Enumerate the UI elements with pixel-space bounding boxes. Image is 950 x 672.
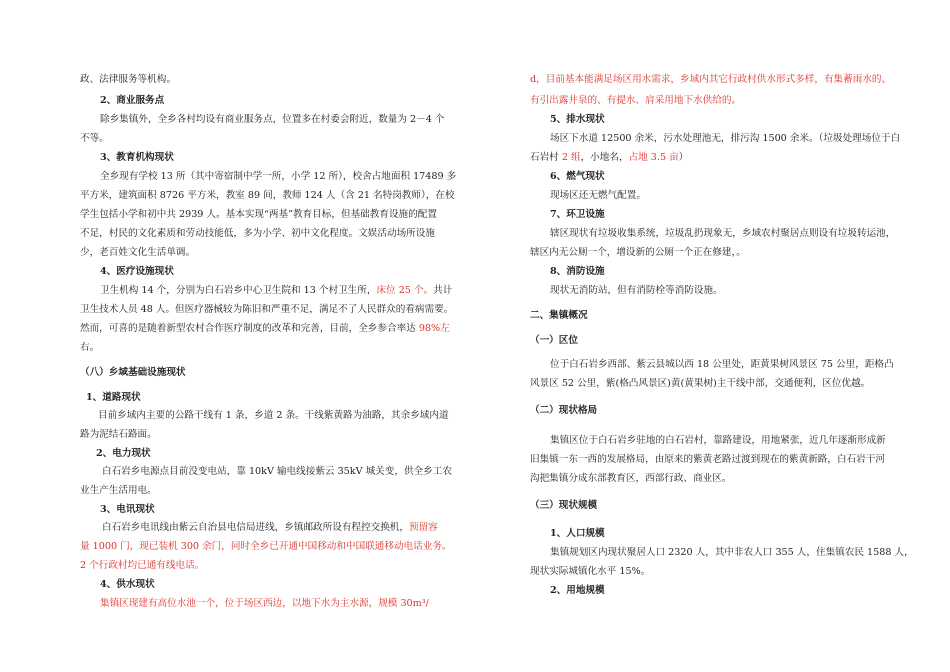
section-heading: 2、电力现状: [96, 448, 151, 459]
text-line: 沟把集镇分成东部教育区，西部行政、商业区。: [530, 473, 732, 484]
text-line: 学生包括小学和初中共 2939 人。基本实现“两基”教育目标，但基础教育设施的配置: [80, 209, 437, 220]
section-heading: 7、环卫设施: [550, 209, 605, 220]
highlight-text: 98%左: [418, 323, 450, 334]
highlight-text: 占地 3.5 亩: [628, 152, 679, 163]
text-run: 然而，可喜的是随着新型农村合作医疗制度的改革和完善，目前，全乡参合率达: [80, 323, 419, 334]
text-line: 全乡现有学校 13 所（其中寄宿制中学一所，小学 12 所），校舍占地面积 17489 多: [100, 171, 457, 182]
text-line: 右。: [80, 342, 100, 353]
text-line: 目前乡域内主要的公路干线有 1 条，乡道 2 条。干线紫黄路为油路，其余乡域内道: [98, 410, 449, 421]
highlight-text-line: d，目前基本能满足场区用水需求，乡域内其它行政村供水形式多样，有集蓄雨水的、: [530, 74, 892, 85]
text-line: 辖区现状有垃圾收集系统，垃圾乱扔现象无，乡域农村聚居点则设有垃圾转运池，: [550, 228, 896, 239]
section-heading: 1、道路现状: [86, 392, 141, 403]
section-heading: 3、教育机构现状: [100, 152, 174, 163]
section-heading: 4、供水现状: [100, 579, 155, 590]
text-line: 现场区还无燃气配置。: [550, 190, 646, 201]
text-line: 少，老百姓文化生活单调。: [80, 247, 196, 258]
text-run: 卫生机构 14 个，分别为白石岩乡中心卫生院和 13 个村卫生所，: [100, 285, 377, 296]
section-heading: 1、人口规模: [550, 528, 605, 539]
section-heading: 2、商业服务点: [100, 95, 165, 106]
text-run: ，小地名，: [580, 152, 629, 163]
text-run: ）: [678, 152, 689, 163]
highlight-text-line: 有引出露井泉的、有提水、肩采用地下水供给的。: [530, 95, 742, 106]
text-line: 业生产生活用电。: [80, 485, 157, 496]
text-line: [100, 284, 452, 297]
text-line: 路为泥结石路面。: [80, 429, 157, 440]
highlight-text-line: 量 1000 门，现已装机 300 余门，同时全乡已开通中国移动和中国联通移动电话业务。: [80, 541, 452, 552]
text-line: [102, 521, 438, 534]
section-heading: 3、电讯现状: [100, 504, 155, 515]
text-line: 现状实际城镇化水平 15%。: [530, 566, 651, 577]
section-heading: 8、消防设施: [550, 266, 605, 277]
section-heading: （一）区位: [530, 335, 578, 346]
section-heading: 4、医疗设施现状: [100, 266, 174, 277]
highlight-text: 床位 25 个。: [376, 285, 434, 296]
text-line: 不等。: [80, 133, 109, 144]
text-line: 集镇规划区内现状聚居人口 2320 人，其中非农人口 355 人，住集镇农民 1588 人，: [550, 547, 914, 558]
text-run: 白石岩乡电讯线由紫云自治县电信局进线，乡镇邮政所设有程控交换机，: [102, 522, 409, 533]
section-heading: 二、集镇概况: [530, 310, 588, 321]
text-line: 平方米，建筑面积 8726 平方米，教室 89 间，教师 124 人（含 21 名特岗教师），在校: [80, 190, 455, 201]
text-line: [530, 151, 688, 164]
text-line: 白石岩乡电源点目前没变电站，靠 10kV 输电线接紫云 35kV 城关变，供全乡工农: [102, 466, 452, 477]
section-heading: （八）乡域基础设施现状: [80, 367, 186, 378]
text-line: 政、法律服务等机构。: [80, 74, 176, 85]
text-line: 辖区内无公厕一个，增设新的公厕一个正在修建，。: [530, 247, 746, 258]
highlight-text: 预留容: [409, 522, 438, 533]
text-line: 位于白石岩乡西部、紫云县城以西 18 公里处，距黄果树风景区 75 公里，距格凸: [550, 359, 894, 370]
section-heading: 5、排水现状: [550, 114, 605, 125]
text-line: 集镇区位于白石岩乡驻地的白石岩村，靠路建设，用地紧张，近几年逐渐形成新: [550, 435, 886, 446]
text-line: 卫生技术人员 48 人。但医疗器械较为陈旧和严重不足，满足不了人民群众的看病需要。: [80, 304, 454, 315]
text-line: 场区下水道 12500 余米，污水处理池无，排污沟 1500 余米。（垃圾处理场位于白: [550, 133, 901, 144]
text-line: 旧集镇一东一西的发展格局，由原来的紫黄老路过渡到现在的紫黄新路，白石岩干河: [530, 454, 885, 465]
highlight-text-line: 2 个行政村均已通有线电话。: [80, 560, 205, 571]
section-heading: （三）现状规模: [530, 500, 598, 511]
text-line: 风景区 52 公里，紫(格凸风景区)黄(黄果树)主干线中部，交通便利，区位优越。: [530, 378, 871, 389]
text-run: 共计: [433, 285, 453, 296]
text-line: 不足，村民的文化素质和劳动技能低，多为小学、初中文化程度。文娱活动场所设施: [80, 228, 435, 239]
section-heading: 6、燃气现状: [550, 171, 605, 182]
section-heading: 2、用地规模: [550, 585, 605, 596]
highlight-text: 2 组: [561, 152, 581, 163]
highlight-text-line: 集镇区现建有高位水池一个，位于场区西边，以地下水为主水源，规模 30m³/: [100, 598, 429, 609]
text-line: 现状无消防站，但有消防栓等消防设施。: [550, 285, 723, 296]
text-line: [80, 322, 450, 335]
text-line: 除乡集镇外，全乡各村均设有商业服务点，位置多在村委会附近，数量为 2－4 个: [100, 114, 445, 125]
section-heading: （二）现状格局: [530, 405, 598, 416]
text-run: 石岩村: [530, 152, 562, 163]
